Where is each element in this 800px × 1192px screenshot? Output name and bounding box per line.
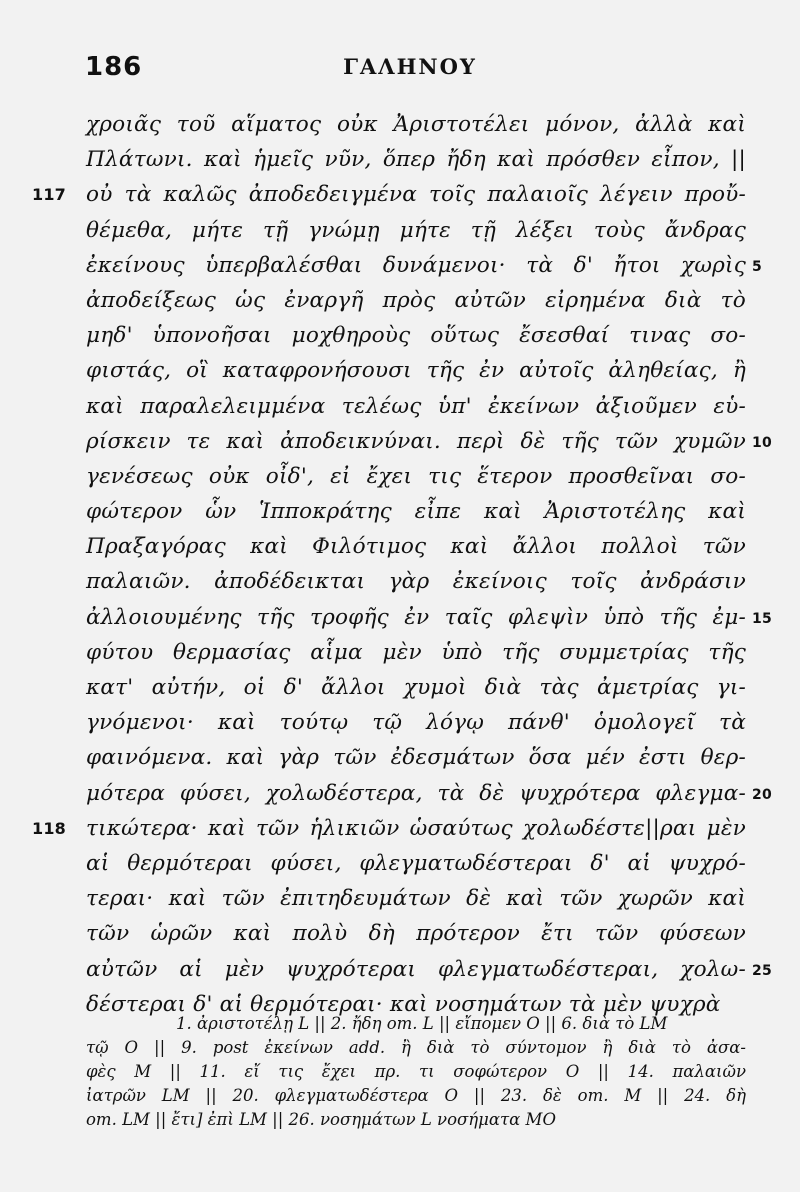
edition-page-marker: 118 [32, 818, 66, 838]
text-line [86, 740, 746, 775]
text-line [86, 248, 762, 283]
text-line [86, 916, 746, 951]
apparatus-line: 1. ἀριστοτέλῃ L || 2. ἤδη om. L || εἴπομεν O || 6. διὰ τὸ LM [176, 1014, 668, 1033]
line-number: 20 [752, 786, 772, 803]
text-line-content: αἱ θερμότεραι φύσει, φλεγματωδέστεραι δ' αἱ ψυχρό- [86, 850, 746, 876]
text-line [86, 846, 746, 881]
text-line [86, 529, 746, 564]
text-line [86, 213, 746, 248]
text-line [32, 811, 746, 846]
text-line-content: θέμεθα, μήτε τῇ γνώμῃ μήτε τῇ λέξει τοὺς ἄνδρας [86, 217, 746, 243]
text-line-content: ἐκείνους ὑπερβαλέσθαι δυνάμενοι· τὰ δ' ἤτοι χωρὶς [86, 252, 746, 278]
text-line [86, 459, 746, 494]
text-line-content: μηδ' ὑπονοῆσαι μοχθηροὺς οὕτως ἔσεσθαί τινας σο- [86, 323, 746, 349]
text-line [32, 177, 746, 212]
edition-page-marker: 117 [32, 185, 66, 205]
text-line-content: Πραξαγόρας καὶ Φιλότιμος καὶ ἄλλοι πολλοὶ τῶν [86, 534, 746, 560]
page-number: 186 [85, 52, 143, 82]
apparatus-line: om. LM || ἔτι] ἐπὶ LM || 26. νοσημάτων L νοσήματα MO [86, 1110, 556, 1129]
text-line [86, 705, 746, 740]
text-line [86, 776, 772, 811]
text-line-content: ρίσκειν τε καὶ ἀποδεικνύναι. περὶ δὲ τῆς τῶν χυμῶν [86, 428, 746, 454]
text-line-content: τικώτερα· καὶ τῶν ἡλικιῶν ὡσαύτως χολωδέστε||ραι μὲν [86, 815, 746, 841]
text-line-content: καὶ παραλελειμμένα τελέως ὑπ' ἐκείνων ἀξιοῦμεν εὑ- [86, 393, 746, 419]
text-line [86, 353, 746, 388]
text-line [86, 142, 746, 177]
line-number: 5 [752, 258, 762, 275]
text-line-content: δέστεραι δ' αἱ θερμότεραι· καὶ νοσημάτων τὰ μὲν ψυχρὰ [86, 991, 721, 1017]
text-line-content: γενέσεως οὐκ οἶδ', εἰ ἔχει τις ἕτερον προσθεῖναι σο- [86, 463, 746, 489]
text-line-content: τῶν ὡρῶν καὶ πολὺ δὴ πρότερον ἔτι τῶν φύσεων [86, 921, 746, 947]
text-line [86, 318, 746, 353]
text-line [86, 952, 772, 987]
text-line-content: Πλάτωνι. καὶ ἡμεῖς νῦν, ὅπερ ἤδη καὶ πρόσθεν εἶπον, || [86, 147, 746, 173]
text-line [86, 424, 772, 459]
line-number: 15 [752, 610, 772, 627]
text-line [86, 389, 746, 424]
apparatus-line: ἰατρῶν LM || 20. φλεγματωδέστερα O || 23. δὲ om. M || 24. δὴ [86, 1086, 746, 1105]
text-line [86, 564, 746, 599]
text-line [86, 283, 746, 318]
text-line-content: χροιᾶς τοῦ αἵματος οὐκ Ἀριστοτέλει μόνον, ἀλλὰ καὶ [86, 112, 746, 137]
text-line-content: ἀποδείξεως ὡς ἐναργῆ πρὸς αὐτῶν εἰρημένα διὰ τὸ [86, 287, 746, 313]
text-line-content: φώτερον ὧν Ἱπποκράτης εἶπε καὶ Ἀριστοτέλης καὶ [86, 499, 746, 525]
line-number: 25 [752, 962, 772, 979]
text-line-content: παλαιῶν. ἀποδέδεικται γὰρ ἐκείνοις τοῖς ἀνδράσιν [86, 569, 746, 595]
text-line-content: φαινόμενα. καὶ γὰρ τῶν ἐδεσμάτων ὅσα μέν ἐστι θερ- [86, 745, 746, 771]
text-line-content: φιστάς, οἳ καταφρονήσουσι τῆς ἐν αὐτοῖς ἀληθείας, ἢ [86, 358, 746, 384]
page-header [85, 52, 735, 92]
text-line [86, 635, 746, 670]
text-line-content: γνόμενοι· καὶ τούτῳ τῷ λόγῳ πάνθ' ὁμολογεῖ τὰ [86, 710, 746, 736]
text-line-content: φύτου θερμασίας αἷμα μὲν ὑπὸ τῆς συμμετρίας τῆς [86, 639, 746, 665]
main-text-block [32, 107, 772, 1022]
text-line-content: κατ' αὐτήν, οἱ δ' ἄλλοι χυμοὶ διὰ τὰς ἀμετρίας γι- [86, 675, 746, 700]
apparatus-line: φὲς M || 11. εἴ τις ἔχει πρ. τι σοφώτερον O || 14. παλαιῶν [86, 1062, 746, 1081]
text-line-content: αὐτῶν αἱ μὲν ψυχρότεραι φλεγματωδέστεραι, χολω- [86, 956, 746, 982]
text-line-content: τεραι· καὶ τῶν ἐπιτηδευμάτων δὲ καὶ τῶν χωρῶν καὶ [86, 886, 746, 912]
text-line-content: ἀλλοιουμένης τῆς τροφῆς ἐν ταῖς φλεψὶν ὑπὸ τῆς ἐμ- [86, 604, 746, 630]
text-line [86, 107, 746, 142]
text-line [86, 881, 746, 916]
critical-apparatus [86, 1012, 746, 1132]
apparatus-line: τῷ O || 9. post ἐκείνων add. ἢ διὰ τὸ σύντομον ἢ διὰ τὸ ἀσα- [86, 1038, 746, 1057]
text-line [86, 600, 772, 635]
text-line [86, 670, 746, 705]
text-line-content: μότερα φύσει, χολωδέστερα, τὰ δὲ ψυχρότερα φλεγμα- [86, 780, 746, 806]
running-title: ΓΑΛΗΝΟΥ [343, 54, 477, 79]
text-line-content: οὐ τὰ καλῶς ἀποδεδειγμένα τοῖς παλαιοῖς λέγειν προὔ- [86, 182, 746, 208]
line-number: 10 [752, 434, 772, 451]
text-line [86, 494, 746, 529]
